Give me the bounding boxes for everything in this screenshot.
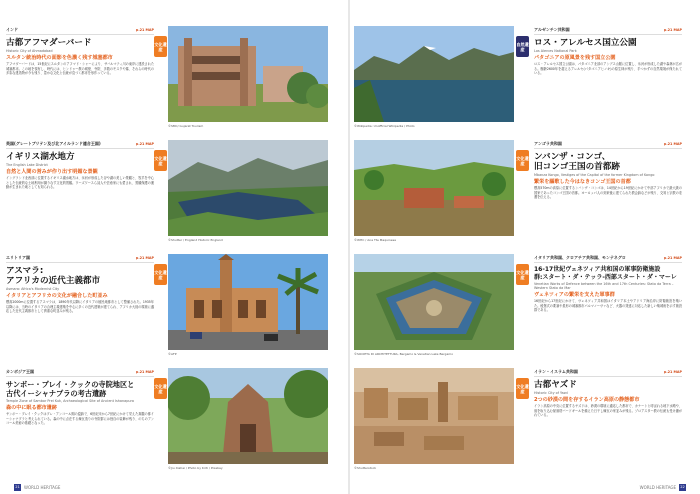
cultural-heritage-badge: 文化遺産 <box>154 264 167 285</box>
site-english-name: Asmara: Africa's Modernist City <box>6 287 60 291</box>
entry-text <box>534 140 682 252</box>
book-gutter <box>348 0 350 494</box>
site-english-name: Temple Zone of Sambor Prei Kuk, Archaeological Site of Ancient Ishanapura <box>6 399 134 403</box>
site-headline: 森の中に眠る都市遺跡 <box>6 405 57 411</box>
entry-text <box>6 368 154 480</box>
site-english-name: Mbanza Kongo, Vestiges of the Capital of the former Kingdom of Kongo <box>534 173 655 177</box>
country-label: アルゼンチン共和国 <box>534 27 570 32</box>
site-headline: 繁栄を謳歌した今はなきコンゴ王国の首都 <box>534 179 631 185</box>
site-english-name: Venetian Works of Defence between the 16th and 17th Centuries: Stato da Terra – Western Stato da Mar <box>534 282 674 290</box>
site-photo-asmara <box>168 254 328 350</box>
photo-caption: ©SOCIETA DI ARCHITETTURA, Bergamo & Venetian Lake Bergamo <box>354 352 454 356</box>
right-page-number <box>640 484 686 491</box>
map-reference: p.21 MAP <box>135 370 154 374</box>
site-description: アフマダーバードは、15世紀にスルタンのアフマド・シャーにより、サバルマティ川の東岸に建設された城塞都市。この地を領有し、時代には、ヒンドゥー教の城壁、寺院、多数のモスクや墓、それらの時代の多彩な建造物が今も残り、豊かな文化と伝統が息づく都市を形作っている。 <box>6 62 154 76</box>
map-reference: p.21 MAP <box>135 256 154 260</box>
photo-caption: ©Wikipedia: Unofficial Wikipedia / Photo <box>354 124 415 128</box>
site-english-name: Historic City of Ahmadabad <box>6 49 53 53</box>
map-reference: p.21 MAP <box>663 256 682 260</box>
cultural-heritage-badge: 文化遺産 <box>154 150 167 171</box>
right-page <box>354 0 694 494</box>
entry-text <box>534 368 682 480</box>
heritage-entry-los-alerces <box>354 26 694 144</box>
page-number-box: 21 <box>15 485 20 489</box>
site-photo-los-alerces <box>354 26 514 122</box>
heritage-entry-asmara <box>6 254 346 372</box>
heritage-entry-venetian-defences <box>354 254 694 372</box>
photo-caption: ©SMC/ Gujarat Tourism <box>168 124 204 128</box>
site-headline: スルタン統治時代の面影を色濃く残す城塞都市 <box>6 55 113 61</box>
site-title: イギリス湖水地方 <box>6 152 75 162</box>
map-reference: p.21 MAP <box>135 28 154 32</box>
left-page-number <box>14 484 60 491</box>
site-description: 標高570mの高原に位置するンバンザ・コンゴは、14世紀から19世紀にかけて中部アフリカで最大級の国家であったコンゴ王国の首都。ヨーロッパ人の到来後に建てられた教会跡などが残り、交易と宗教の変遷を伝える。 <box>534 186 682 200</box>
site-title: ンバンザ・コンゴ、 旧コンゴ王国の首都跡 <box>534 152 620 172</box>
site-english-name: Los Alerces National Park <box>534 49 577 53</box>
cultural-heritage-badge: 文化遺産 <box>154 378 167 399</box>
natural-heritage-badge: 自然遺産 <box>516 36 529 57</box>
heritage-entry-yazd <box>354 368 694 486</box>
site-photo-lake-district <box>168 140 328 236</box>
country-label: エリトリア国 <box>6 255 30 260</box>
country-label: イラン・イスラム共和国 <box>534 369 578 374</box>
heritage-entry-lake-district <box>6 140 346 258</box>
page-number-box: 22 <box>680 485 685 489</box>
map-reference: p.21 MAP <box>663 28 682 32</box>
site-headline: イタリアとアフリカの文化が融合した町並み <box>6 293 108 299</box>
photo-caption: ©Shutterstock <box>354 466 377 470</box>
site-headline: 自然と人間の営みが作り出す明媚な景観 <box>6 169 98 175</box>
site-headline: パタゴニアの原風景を残す国立公園 <box>534 55 616 61</box>
entry-text <box>6 254 154 366</box>
map-reference: p.21 MAP <box>135 142 154 146</box>
site-english-name: Historic City of Yazd <box>534 391 568 395</box>
site-photo-venetian-defences <box>354 254 514 350</box>
country-label: インド <box>6 27 18 32</box>
site-title: ロス・アレルセス国立公園 <box>534 38 637 48</box>
photo-caption: ©AFP <box>168 352 177 356</box>
site-description: イラン高原の中央に位置するヤズドは、砂漠の環境に適応した都市で、カナートと呼ばれる地下水路や、風を取り込む採風塔バードギールを備えた日干し煉瓦の家並みが残る。ゾロアスター教の伝統も受け継がれている。 <box>534 404 682 418</box>
country-label: イタリア共和国、クロアチア共和国、モンテネグロ <box>534 255 626 260</box>
site-english-name: The English Lake District <box>6 163 48 167</box>
left-page <box>6 0 346 494</box>
map-reference: p.21 MAP <box>663 370 682 374</box>
cultural-heritage-badge: 文化遺産 <box>154 36 167 57</box>
country-label: カンボジア王国 <box>6 369 34 374</box>
entry-text <box>534 254 682 366</box>
site-description: サンボー・プレイ・クックはプレ・アンコール期の遺跡で、6世紀末から7世紀にかけて栄えた真臘の都イーシャナプラと考えられている。森の中に点在する煉瓦造りの寺院群には独自の装飾が残り、のちのアンコール美術の基礎となった。 <box>6 412 154 426</box>
country-label: 英国(グレートブリテン及び北アイルランド連合王国) <box>6 141 101 146</box>
entry-text <box>534 26 682 138</box>
heritage-entry-ahmadabad <box>6 26 346 144</box>
site-description: ロス・アレルセス国立公園は、パタゴニア北部のアンデス山脈に位置し、氷河が形成した湖や森林が広がる。樹齢2600年を超えるアレルセ(パタゴニアヒノキ)の原生林が残り、手つかずの自然環境が保たれている。 <box>534 62 682 76</box>
photo-caption: ©WHC / Ana Tte Maquinesa <box>354 238 397 242</box>
site-title: サンボー・プレイ・クックの寺院地区と 古代イーシャナプラの考古遺跡 <box>6 380 135 398</box>
cultural-heritage-badge: 文化遺産 <box>516 378 529 399</box>
site-title: アスマラ: アフリカの近代主義都市 <box>6 266 101 286</box>
map-reference: p.21 MAP <box>663 142 682 146</box>
site-description: 16世紀から17世紀にかけて、ヴェネツィア共和国はイタリア本土やアドリア海沿岸に防衛施設を築いた。稜堡式の要塞や星形の城塞都市パルマノーヴァなど、火器の発達に対応した新しい築城術を示す施設群である。 <box>534 299 682 313</box>
site-photo-ahmadabad <box>168 26 328 122</box>
photo-caption: ©Jiu Xiahai / Photo by Kirti / Pixabay <box>168 466 223 470</box>
entry-text <box>6 26 154 138</box>
heritage-entry-mbanza-kongo <box>354 140 694 258</box>
site-title: 古都ヤズド <box>534 380 577 390</box>
footer-label: WORLD HERITAGE <box>24 485 61 490</box>
entry-text <box>6 140 154 252</box>
cultural-heritage-badge: 文化遺産 <box>516 264 529 285</box>
photo-caption: ©Shutter / England Historic England <box>168 238 223 242</box>
site-title: 16-17世紀ヴェネツィア共和国の軍事防衛施設 群:スタート・ダ・テッラ-西部スタート・ダ・マーレ <box>534 266 677 281</box>
heritage-entry-sambor-prei-kuk <box>6 368 346 486</box>
site-description: イングランド北西部に位置するイギリス湖水地方は、氷河が形成した谷や湖の美しい景観と、牧羊を中心とした伝統的な土地利用が織りなす文化的景観。ワーズワースら詩人や芸術家にも愛され、景観保護の運動が生まれた地としても知られる。 <box>6 176 154 190</box>
site-photo-yazd <box>354 368 514 464</box>
site-photo-mbanza-kongo <box>354 140 514 236</box>
country-label: アンゴラ共和国 <box>534 141 562 146</box>
site-photo-sambor-prei-kuk <box>168 368 328 464</box>
site-description: 標高2000mに位置するアスマラは、1890年代以降にイタリアの植民地都市として整備された。1935年以降には、当時のイタリアの合理主義建築を中心に多くの近代建築が建てられ、アフリカ大陸の環境に適応した近代主義都市として貴重な町並みが残る。 <box>6 300 154 314</box>
site-headline: ヴェネツィアの繁栄を支えた軍事群 <box>534 292 615 298</box>
cultural-heritage-badge: 文化遺産 <box>516 150 529 171</box>
site-title: 古都アフマダーバード <box>6 38 92 48</box>
footer-label: WORLD HERITAGE <box>639 485 676 490</box>
site-headline: 2つの砂漠の間を存するイラン高原の静態都市 <box>534 397 640 403</box>
